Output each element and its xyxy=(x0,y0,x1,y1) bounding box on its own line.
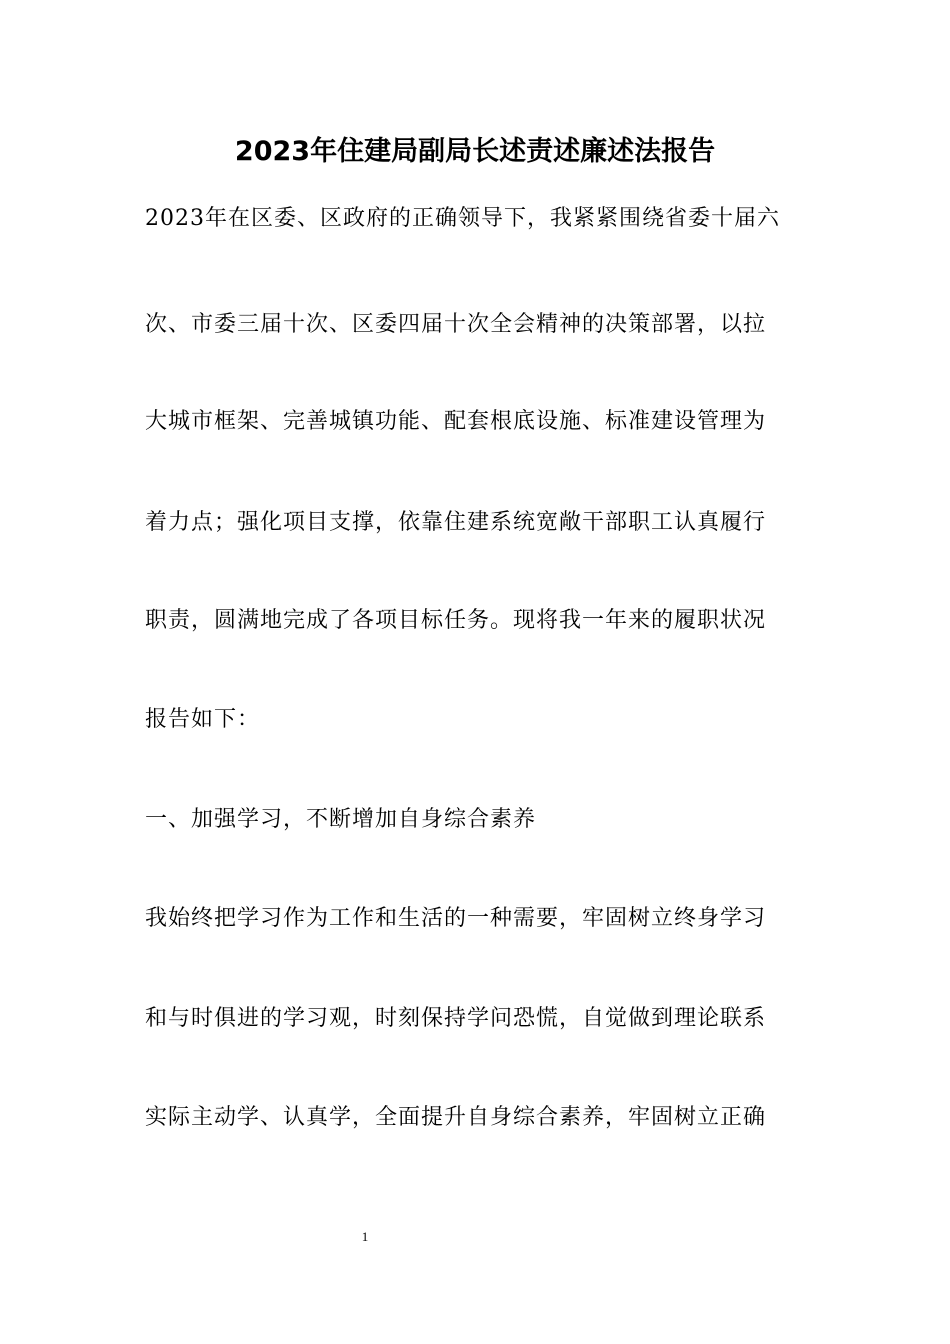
body-line: 着力点；强化项目支撑，依靠住建系统宽敞干部职工认真履行 xyxy=(145,510,767,535)
body-line: 次、市委三届十次、区委四届十次全会精神的决策部署，以拉 xyxy=(145,312,767,337)
body-line: 实际主动学、认真学，全面提升自身综合素养，牢固树立正确 xyxy=(145,1105,767,1130)
body-line: 我始终把学习作为工作和生活的一种需要，牢固树立终身学习 xyxy=(145,906,767,931)
document-title: 2023年住建局副局长述责述廉述法报告 xyxy=(234,136,716,167)
body-line: 大城市框架、完善城镇功能、配套根底设施、标准建设管理为 xyxy=(145,409,767,434)
section-heading: 一、加强学习，不断增加自身综合素养 xyxy=(145,807,537,832)
page-number: 1 xyxy=(361,1229,369,1244)
body-line: 职责，圆满地完成了各项目标任务。现将我一年来的履职状况 xyxy=(145,608,767,633)
body-line: 和与时俱进的学习观，时刻保持学问恐慌，自觉做到理论联系 xyxy=(145,1006,767,1031)
body-line: 2023年在区委、区政府的正确领导下，我紧紧围绕省委十届六 xyxy=(145,206,780,231)
body-line: 报告如下： xyxy=(145,707,261,732)
